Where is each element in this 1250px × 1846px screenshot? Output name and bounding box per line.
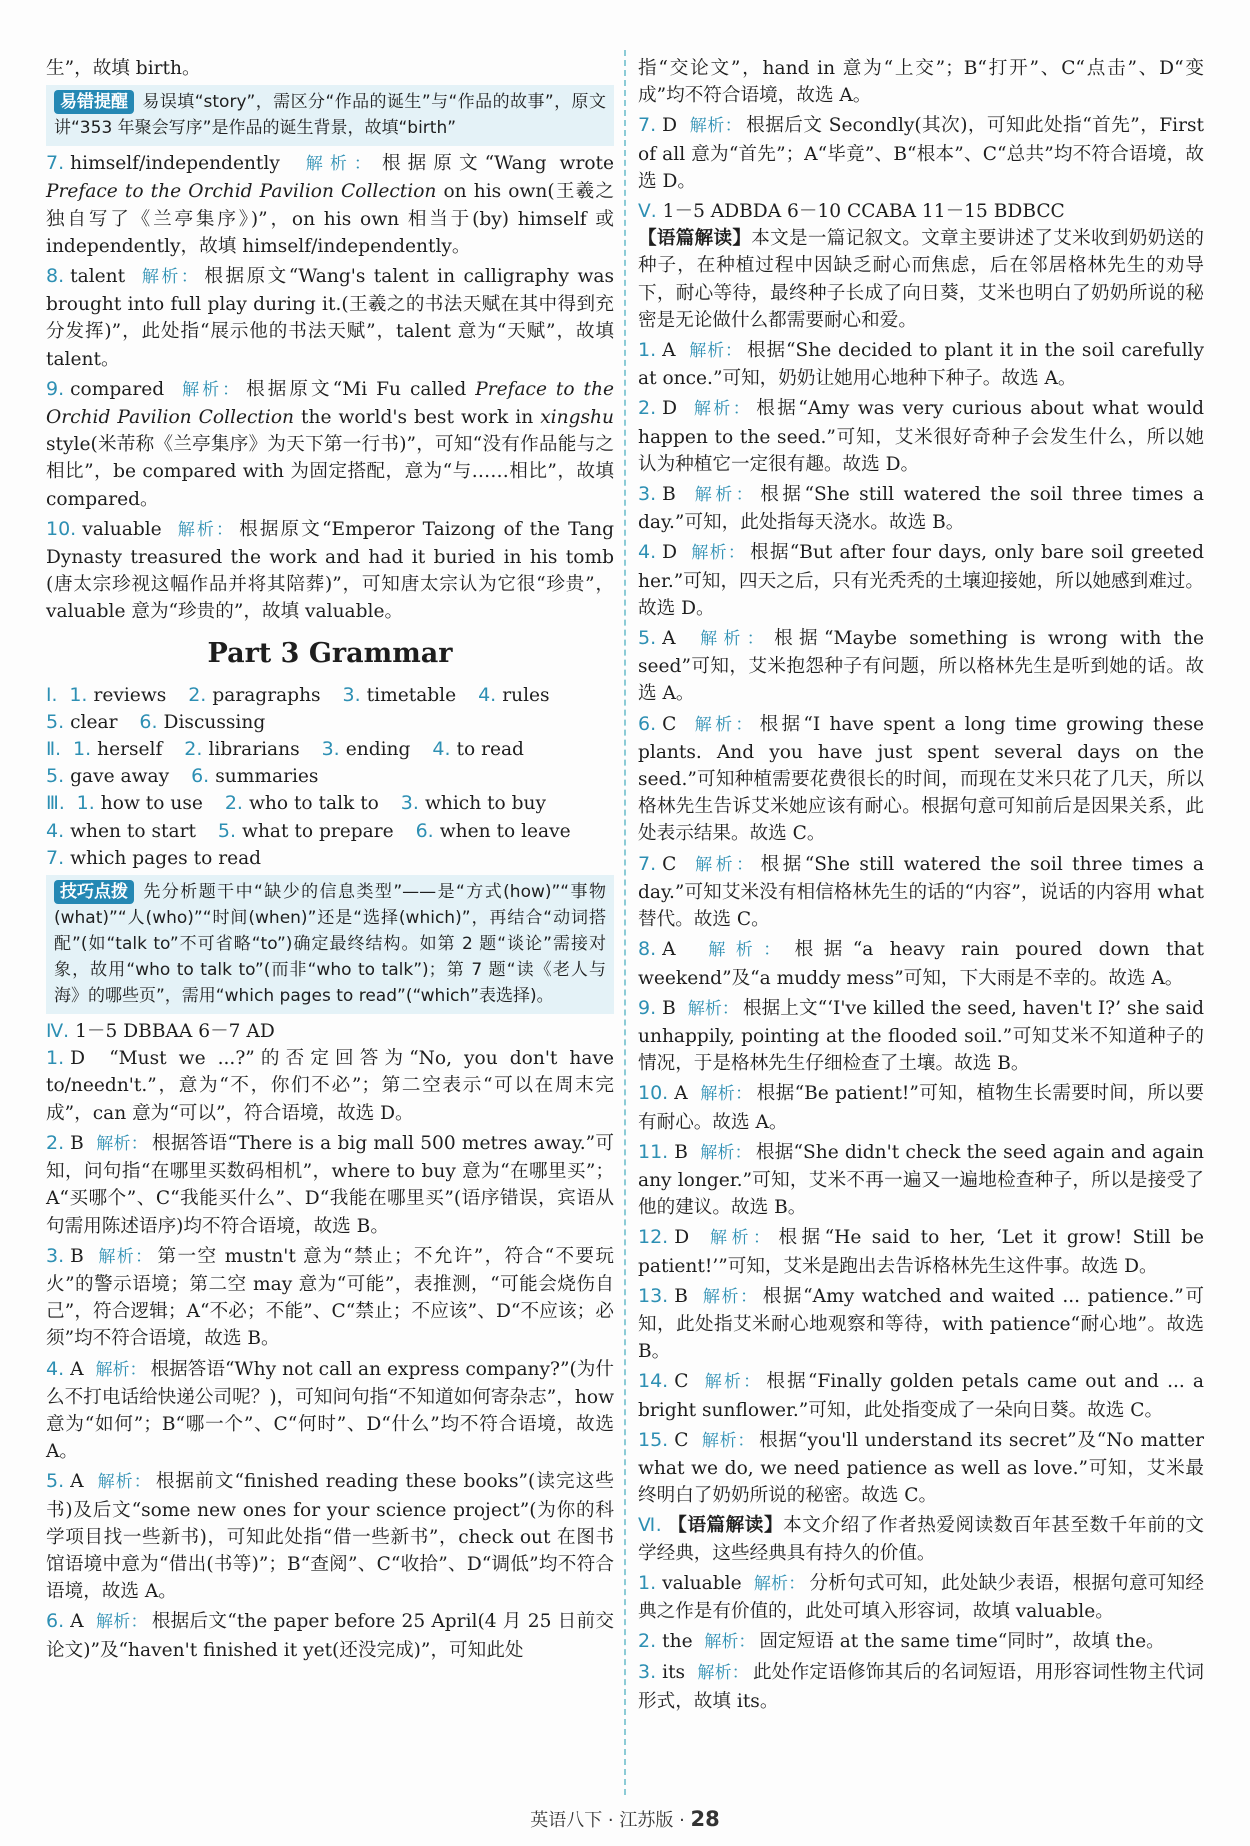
section-5-item-8: 8. A 解析： 根据“a heavy rain poured down that weekend”及“a muddy mess”可知，下大雨是不幸的。故选 A。 [638,938,1204,989]
answer-item-10: 10. valuable 解析： 根据原文“Emperor Taizong of the Tang Dynasty treasured the work and had it buried in his tomb (唐太宗珍视这幅作品并将其陪葬)”，可知唐太宗认为它很“珍贵”，valuable 意为“珍贵的”，故填 valuable。 [46,517,615,623]
section-5-item-4: 4. D 解析： 根据“But after four days, only bare soil greeted her.”可知，四天之后，只有光秃秃的土壤迎接她，所以她感到难过。故选 D。 [638,541,1204,619]
section-4-item-3: 3. B 解析： 第一空 mustn't 意为“禁止；不允许”，符合“不要玩火”的警示语境；第二空 may 意为“可能”，表推测，“可能会烧伤自己”，符合逻辑；A“不必；不能”、C“禁止；不应该”、D“不应该；必须”均不符合语境，故选 B。 [46,1244,614,1350]
section-5-item-11: 11. B 解析： 根据“She didn't check the seed again and again any longer.”可知，艾米不再一遍又一遍地检查种子，所以是接受了他的建议。故选 B。 [638,1140,1205,1219]
error-reminder-badge: 易错提醒 [54,90,134,114]
section-4-key: Ⅳ. 1－5 DBBAA 6－7 AD [46,1021,275,1043]
continued-text: 指“交论文”，hand in 意为“上交”；B“打开”、C“点击”、D“变成”均不符合语境，故选 A。 [638,58,1204,107]
section-5-item-3: 3. B 解析： 根据“She still watered the soil three times a day.”可知，此处指每天浇水。故选 B。 [638,483,1204,534]
part-title: Part 3 Grammar [207,637,453,669]
answer-item-8: 8. talent 解析： 根据原文“Wang's talent in calligraphy was brought into full play during it.(王羲之的书法天赋在其中得到充分发挥)”，此处指“展示他的书法天赋”，talent 意为“天赋”，故填 talent。 [46,265,614,370]
skill-tip-badge: 技巧点拨 [54,880,134,904]
section-6-item-2: 2. the 解析： 固定短语 at the same time“同时”，故填 the。 [638,1630,1165,1653]
page-footer [0,1806,1250,1832]
section-5-item-10: 10. A 解析： 根据“Be patient!”可知，植物生长需要时间，所以要有耐心。故选 A。 [638,1082,1205,1133]
section-5-item-14: 14. C 解析： 根据“Finally golden petals came out and ... a bright sunflower.”可知，此处指变成了一朵向日葵。故选 C。 [638,1370,1205,1421]
section-4-item-2: 2. B 解析： 根据答语“There is a big mall 500 metres away.”可知，问句指“在哪里买数码相机”，where to buy 意为“在哪里买”；A“买哪个”、C“我能买什么”、D“我能在哪里买”(语序错误，宾语从句需用陈述语序)均不符合语境，故选 B。 [46,1131,615,1237]
section-4-item-7: 7. D 解析： 根据后文 Secondly(其次)，可知此处指“首先”，First of all 意为“首先”；A“毕竟”、B“根本”、C“总共”均不符合语境，故选 D。 [638,114,1205,192]
section-4-item-1: 1. D “Must we ...?”的否定回答为“No, you don't have to/needn't.”，意为“不，你们不必”；第二空表示“可以在周末完成”，can 意为“可以”，符合语境，故选 D。 [46,1047,614,1124]
skill-tip-text: 先分析题干中“缺少的信息类型”——是“方式(how)”“事物(what)”“人(who)”“时间(when)”还是“选择(which)”，再结合“动词搭配”(如“talk to”不可省略“to”)确定最终结构。如第 2 题“谈论”需接对象，故用“who to talk to”(而非“who to talk”)；第 7 题“读《老人与海》的哪些页”，需用“which pages to read”(“which”表选择)。 [54,882,606,1007]
section-6-item-1: 1. valuable 解析： 分析句式可知，此处缺少表语，根据句意可知经典之作是有价值的，此处可填入形容词，故填 valuable。 [638,1571,1204,1622]
error-reminder-box [46,85,614,146]
section-6-item-3: 3. its 解析： 此处作定语修饰其后的名词短语，用形容词性物主代词形式，故填 its。 [638,1661,1204,1712]
section-5-item-12: 12. D 解析： 根据“He said to her, ‘Let it grow! Still be patient!’”可知，艾米是跑出去告诉格林先生这件事。故选 D。 [638,1226,1205,1277]
section-2-line-1: Ⅱ. 1. herself 2. librarians 3. ending 4. to read [46,738,524,761]
section-5-passage-summary: 【语篇解读】本文是一篇记叙文。文章主要讲述了艾米收到奶奶送的种子，在种植过程中因缺乏耐心而焦虑，后在邻居格林先生的劝导下，耐心等待，最终种子长成了向日葵，艾米也明白了奶奶所说的秘密是无论做什么都需要耐心和爱。 [638,228,1204,331]
section-5-item-1: 1. A 解析： 根据“She decided to plant it in the soil carefully at once.”可知，奶奶让她用心地种下种子。故选 A。 [638,339,1205,390]
right-column [638,55,1204,1718]
section-3-line-3: 7. which pages to read [46,846,262,869]
section-5-item-9: 9. B 解析： 根据上文“‘I've killed the seed, haven't I?’ she said unhappily, pointing at the flooded soil.”可知艾米不知道种子的情况，于是格林先生仔细检查了土壤。故选 B。 [638,996,1204,1075]
column-divider [624,50,626,1795]
section-6-answers [638,1570,1204,1715]
section-1-line-2: 5. clear 6. Discussing [46,710,266,733]
section-4-item-5: 5. A 解析： 根据前文“finished reading these books”(读完这些书)及后文“some new ones for your science project”(为你的科学项目找一些新书)，可知此处指“借一些新书”，check out 在图书馆语境中意为“借出(书等)”；B“查阅”、C“收拾”、D“调低”均不符合语境，故选 A。 [46,1470,614,1603]
section-4-item-6: 6. A 解析： 根据后文“the paper before 25 April(4 月 25 日前交论文)”及“haven't finished it yet(还没完成)”，可知此处 [46,1610,614,1661]
section-5-answers [638,337,1204,1509]
section-5-key: Ⅴ. 1－5 ADBDA 6－10 CCABA 11－15 BDBCC [638,201,1065,223]
error-reminder-text: 易误填“story”，需区分“作品的诞生”与“作品的故事”，原文讲“353 年聚会写序”是作品的诞生背景，故填“birth” [54,92,606,139]
section-5-item-13: 13. B 解析： 根据“Amy watched and waited ... patience.”可知，此处指艾米耐心地观察和等待，with patience“耐心地”。故选 B。 [638,1284,1204,1363]
section-3-line-2: 4. when to start 5. what to prepare 6. when to leave [46,819,571,842]
section-5-item-2: 2. D 解析： 根据“Amy was very curious about what would happen to the seed.”可知，艾米很好奇种子会发生什么，所以她认为种植它一定很有趣。故选 D。 [638,397,1204,475]
footer-text: 英语八下 · 江苏版 · [530,1810,691,1831]
section-5-item-5: 5. A 解析： 根据“Maybe something is wrong with the seed”可知，艾米抱怨种子有问题，所以格林先生是听到她的话。故选 A。 [638,627,1204,705]
answer-item-7: 7. himself/independently 解析： 根据原文“Wang wrote Preface to the Orchid Pavilion Collection on his own(王羲之独自写了《兰亭集序》)”，on his own 相当于(by) himself 或 independently，故填 himself/independently。 [46,152,614,257]
continued-line: 生”，故填 birth。 [46,58,201,79]
section-5-item-15: 15. C 解析： 根据“you'll understand its secret”及“No matter what we do, we need patience as well as love.”可知，艾米最终明白了奶奶所说的秘密。故选 C。 [638,1428,1204,1507]
skill-tip-box [46,875,614,1014]
page-number: 28 [690,1807,720,1831]
section-3-line-1: Ⅲ. 1. how to use 2. who to talk to 3. which to buy [46,792,547,815]
section-2-line-2: 5. gave away 6. summaries [46,765,319,788]
section-1-line-1: Ⅰ. 1. reviews 2. paragraphs 3. timetable 4. rules [46,683,550,706]
section-6-passage-summary: Ⅵ. 【语篇解读】本文介绍了作者热爱阅读数百年甚至数千年前的文学经典，这些经典具有持久的价值。 [638,1515,1204,1564]
left-column [46,55,614,1667]
section-4-item-4: 4. A 解析： 根据答语“Why not call an express company?”(为什么不打电话给快递公司呢？)，可知问句指“不知道如何寄杂志”，how 意为“如何”；B“哪一个”、C“何时”、D“什么”均不符合语境，故选 A。 [46,1357,614,1463]
section-5-item-6: 6. C 解析： 根据“I have spent a long time growing these plants. And you have just spent several days on the seed.”可知种植需要花费很长的时间，而现在艾米只花了几天，所以格林先生告诉艾米她应该有耐心。根据句意可知前后是因果关系，此处表示结果。故选 C。 [638,712,1205,845]
section-5-item-7: 7. C 解析： 根据“She still watered the soil three times a day.”可知艾米没有相信格林先生的话的“内容”，说话的内容用 what 替代。故选 C。 [638,852,1204,931]
answer-item-9: 9. compared 解析： 根据原文“Mi Fu called Preface to the Orchid Pavilion Collection the world's best work in xingshu style(米芾称《兰亭集序》为天下第一行书)”，可知“没有作品能与之相比”，be compared with 为固定搭配，意为“与……相比”，故填 compared。 [46,377,614,510]
